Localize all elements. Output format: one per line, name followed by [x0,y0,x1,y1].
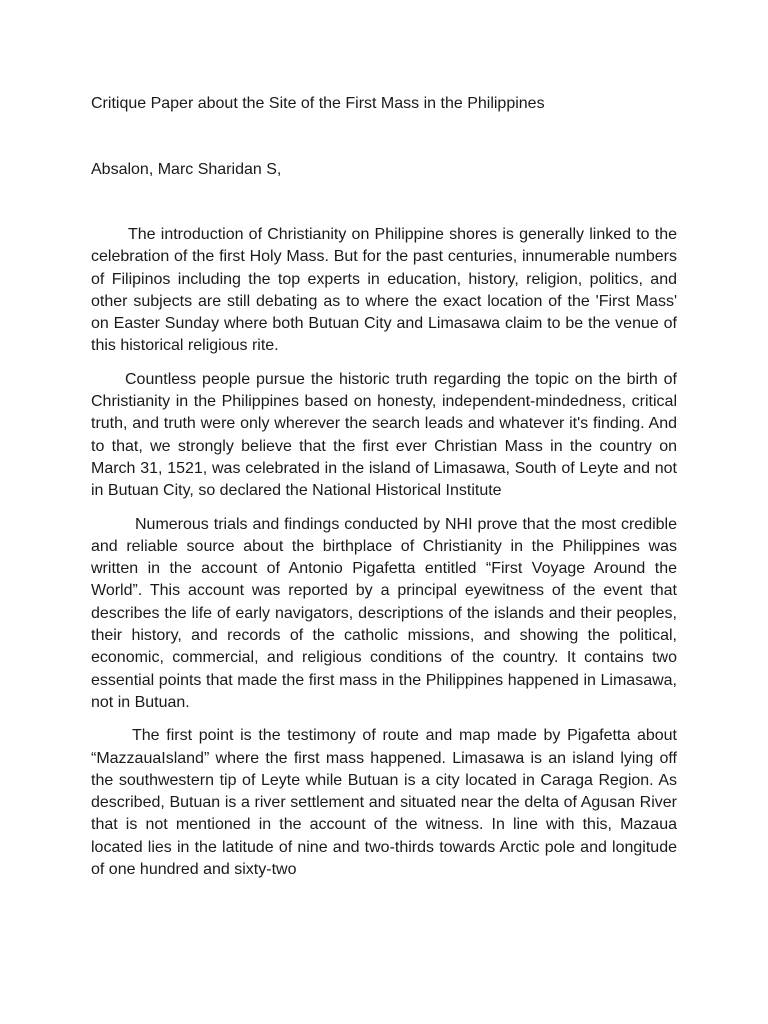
paragraph-first-point: The first point is the testimony of route and map made by Pigafetta about “MazzauaIsland” where the first mass happened. Limasawa is an island lying off the southwestern tip of Leyte while Butuan is a city located in Caraga Region. As described, Butuan is a river settlement and situated near the delta of Agusan River that is not mentioned in the account of the witness. In line with this, Mazaua located lies in the latitude of nine and two-thirds towards Arctic pole and longitude of one hundred and sixty-two [91,727,677,879]
author-line: Absalon, Marc Sharidan S, [91,161,282,178]
document-title: Critique Paper about the Site of the First Mass in the Philippines [91,95,545,112]
document-body [91,224,677,892]
paragraph-nhi-findings: Numerous trials and findings conducted by NHI prove that the most credible and reliable source about the birthplace of Christianity in the Philippines was written in the account of Antonio Pigafetta entitled “First Voyage Around the World”. This account was reported by a principal eyewitness of the event that describes the life of early navigators, descriptions of the islands and their peoples, their history, and records of the catholic missions, and showing the political, economic, commercial, and religious conditions of the country. It contains two essential points that made the first mass in the Philippines happened in Limasawa, not in Butuan. [91,515,677,711]
paragraph-introduction: The introduction of Christianity on Philippine shores is generally linked to the celebration of the first Holy Mass. But for the past centuries, innumerable numbers of Filipinos including the top experts in education, history, religion, politics, and other subjects are still debating as to where the exact location of the 'First Mass' on Easter Sunday where both Butuan City and Limasawa claim to be the venue of this historical religious rite. [91,226,677,355]
paragraph-historic-truth: Countless people pursue the historic truth regarding the topic on the birth of Christianity in the Philippines based on honesty, independent-mindedness, critical truth, and truth were only wherever the search leads and whatever it's finding. And to that, we strongly believe that the first ever Christian Mass in the country on March 31, 1521, was celebrated in the island of Limasawa, South of Leyte and not in Butuan City, so declared the National Historical Institute [91,370,677,500]
